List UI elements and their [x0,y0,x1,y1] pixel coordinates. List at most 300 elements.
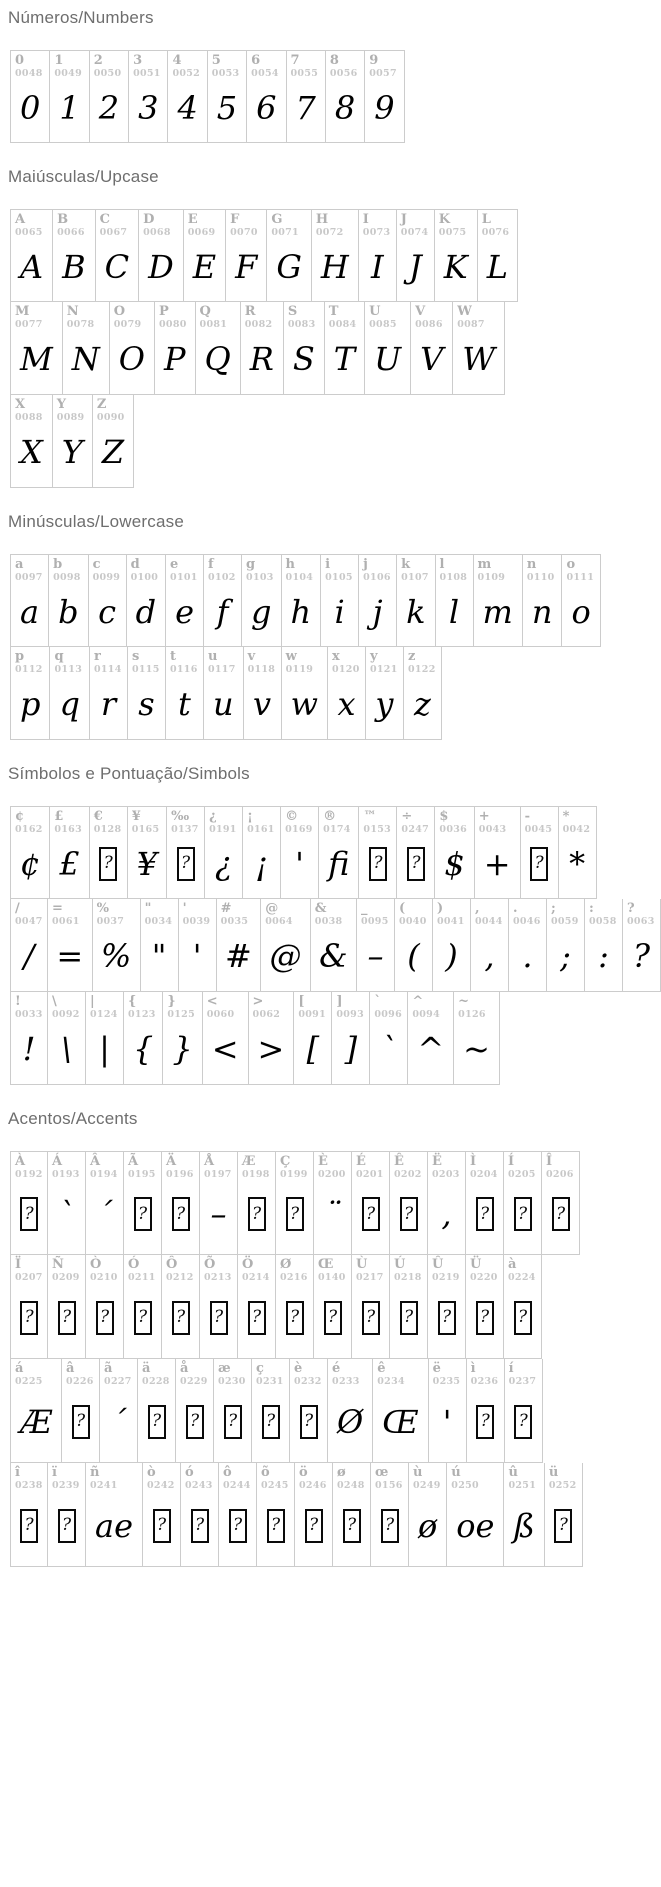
cell-character-label: ü [548,1465,559,1480]
cell-unicode-label: 0055 [290,67,319,79]
section-symbols [8,764,661,1085]
cell-header [318,1258,347,1283]
glyph-cell-0246 [295,1463,333,1567]
glyph-preview [133,79,163,135]
glyph: ´ [96,1195,113,1234]
cell-character-label: ê [377,1361,386,1376]
glyph-cell-0059 [547,899,585,992]
missing-glyph-box: ? [438,1301,456,1335]
cell-unicode-label: 0074 [400,226,429,238]
glyph-preview [208,675,239,732]
cell-unicode-label: 0087 [457,318,485,330]
glyph-preview [15,79,45,135]
glyph-cell-0087 [453,302,505,395]
cell-header [271,213,307,238]
glyph-preview [316,238,354,294]
cell-header [361,902,390,927]
glyph-cell-0162 [10,806,50,899]
section-title-lowercase: Minúsculas/Lowercase [8,512,184,531]
glyph-cell-0211 [124,1255,162,1359]
cell-unicode-label: 0046 [512,915,541,927]
cell-header [413,1466,442,1491]
glyph: fi [328,844,350,883]
cell-unicode-label: 0125 [167,1008,195,1020]
cell-header [90,1258,119,1283]
glyph-cell-0200 [314,1151,352,1255]
glyph: ¥ [136,844,158,883]
glyph: x [337,685,356,724]
section-uppercase [8,167,661,488]
cell-character-label: Õ [204,1257,216,1272]
cell-header [471,1362,500,1387]
glyph-preview [285,835,314,891]
cell-header [90,1466,138,1491]
cell-header [286,650,323,675]
cell-unicode-label: 0092 [52,1008,80,1020]
cell-unicode-label: 0207 [15,1271,43,1283]
cell-header [15,558,44,583]
missing-glyph-box: ? [148,1405,166,1439]
cell-header [114,305,150,330]
cell-character-label: 1 [54,53,64,68]
glyph-cell-0084 [325,302,365,395]
cell-header [363,558,392,583]
cell-unicode-label: 0096 [374,1008,402,1020]
cell-unicode-label: 0062 [252,1008,281,1020]
glyph-preview [370,675,399,732]
glyph: ` [380,1030,397,1069]
cell-unicode-label: 0071 [271,226,299,238]
cell-unicode-label: 0162 [15,823,43,835]
cell-character-label: E [187,212,198,227]
glyph: \ [61,1030,72,1069]
cell-header [432,1155,461,1180]
glyph-cell-0197 [200,1151,238,1255]
glyph-preview [166,1283,195,1351]
cell-character-label: w [285,649,297,664]
cell-header [439,213,473,238]
glyph: % [100,937,132,976]
glyph-cell-0234 [373,1359,428,1463]
glyph: ' [295,844,304,883]
cell-character-label: Ø [280,1257,292,1272]
glyph-cell-0071 [267,209,312,302]
cell-character-label: O [113,304,126,319]
cell-character-label: n [526,557,537,572]
glyph-preview [413,1491,442,1559]
missing-glyph-box: ? [99,847,117,881]
cell-unicode-label: 0251 [508,1479,537,1491]
glyph: n [531,592,553,631]
missing-glyph-box: ? [134,1197,152,1231]
cell-header [54,810,84,835]
cell-character-label: } [167,994,176,1009]
glyph-preview [265,927,306,984]
cell-header [128,1155,157,1180]
cell-unicode-label: 0075 [438,226,467,238]
glyph-cell-0117 [204,647,244,740]
cell-header [200,305,236,330]
cell-unicode-label: 0156 [375,1479,403,1491]
cell-character-label: k [401,557,411,572]
glyph-cell-0082 [241,302,284,395]
glyph-cell-0120 [328,647,366,740]
cell-header [451,1466,499,1491]
cell-header [128,1258,157,1283]
cell-character-label: Ò [90,1257,102,1272]
glyph-cell-0083 [284,302,325,395]
glyph-cell-0053 [208,50,247,143]
cell-unicode-label: 0057 [369,67,397,79]
cell-character-label: ñ [90,1465,100,1480]
glyph-cell-0098 [49,554,88,647]
glyph-preview [248,675,277,732]
glyph: { [133,1030,154,1069]
glyph-cell-0090 [93,395,134,488]
glyph-preview [318,1283,347,1351]
cell-header [298,995,327,1020]
cell-header [15,1155,43,1180]
cell-header [167,995,197,1020]
glyph-cell-0161 [243,806,281,899]
glyph-preview [330,79,360,135]
cell-character-label: x [331,649,340,664]
cell-character-label: œ [375,1465,389,1480]
cell-character-label: ‰ [171,809,190,824]
glyph-preview [315,927,352,984]
cell-character-label: 6 [251,53,261,68]
glyph-cell-0201 [352,1151,390,1255]
cell-unicode-label: 0066 [57,226,85,238]
cell-unicode-label: 0042 [562,823,591,835]
glyph-cell-0044 [471,899,509,992]
cell-character-label: R [244,304,256,319]
cell-header [370,650,399,675]
glyph-row [10,554,661,647]
cell-header [97,398,129,423]
glyph-grid-lowercase [10,554,661,740]
glyph-cell-0101 [166,554,204,647]
cell-unicode-label: 0196 [166,1168,194,1180]
glyph: O [118,340,145,379]
glyph-preview [94,675,123,732]
glyph-cell-0137 [167,806,205,899]
glyph-cell-0212 [162,1255,200,1359]
cell-character-label: Q [199,304,211,319]
glyph: I [370,247,384,286]
glyph-cell-0061 [48,899,93,992]
cell-header [159,305,191,330]
cell-unicode-label: 0089 [56,411,85,423]
glyph: Q [204,340,231,379]
glyph-cell-0174 [319,806,359,899]
cell-character-label: ú [451,1465,461,1480]
cell-header [242,1258,271,1283]
cell-header [336,995,365,1020]
cell-unicode-label: 0054 [251,67,279,79]
glyph: ¢ [20,844,41,883]
glyph-preview [479,835,516,891]
cell-unicode-label: 0079 [113,318,142,330]
glyph-preview [401,583,430,639]
glyph: ] [344,1030,358,1069]
glyph-preview [247,835,276,891]
cell-unicode-label: 0225 [15,1375,43,1387]
glyph-cell-0128 [90,806,128,899]
cell-character-label: q [54,649,64,664]
glyph-preview [170,675,199,732]
glyph: y [375,685,394,724]
cell-character-label: É [356,1154,366,1169]
glyph-preview [356,1283,385,1351]
cell-header [549,1466,578,1491]
glyph: r [100,685,117,724]
glyph-cell-0067 [96,209,139,302]
glyph-row [10,1255,661,1359]
glyph-preview [142,1387,171,1455]
cell-header [369,54,399,79]
cell-unicode-label: 0052 [172,67,201,79]
glyph: u [212,685,234,724]
glyph-cell-0126 [454,992,500,1085]
glyph-cell-0247 [397,806,435,899]
cell-header [147,1466,176,1491]
cell-character-label: = [52,901,63,916]
glyph-cell-0100 [127,554,166,647]
glyph-preview [369,79,399,135]
glyph-preview [437,927,466,984]
cell-unicode-label: 0248 [337,1479,365,1491]
glyph-cell-0068 [139,209,184,302]
glyph-row [10,1359,661,1463]
glyph-cell-0233 [328,1359,373,1463]
glyph-cell-0106 [359,554,397,647]
glyph-cell-0056 [326,50,365,143]
glyph-cell-0238 [10,1463,48,1567]
cell-character-label: ; [550,901,556,916]
cell-unicode-label: 0197 [204,1168,232,1180]
glyph-preview [256,1387,285,1455]
glyph-preview [204,1180,233,1247]
glyph-cell-0075 [435,209,478,302]
glyph-preview [128,1020,158,1077]
cell-header [245,305,279,330]
cell-unicode-label: 0033 [15,1008,43,1020]
glyph: Y [61,433,83,472]
glyph-cell-0192 [10,1151,48,1255]
cell-header [15,650,45,675]
glyph-cell-0038 [311,899,357,992]
cell-header [291,54,321,79]
cell-header [265,902,306,927]
cell-character-label: e [170,557,179,572]
glyph-cell-0093 [332,992,370,1085]
glyph-cell-0099 [89,554,127,647]
cell-unicode-label: 0112 [15,663,43,675]
section-title-numbers: Números/Numbers [8,8,154,27]
cell-unicode-label: 0238 [15,1479,43,1491]
glyph-preview [221,927,257,984]
glyph-preview [374,1020,403,1077]
glyph-preview [332,675,361,732]
missing-glyph-box: ? [20,1509,38,1543]
cell-character-label: ` [374,994,381,1009]
cell-header [212,54,242,79]
cell-character-label: + [478,809,490,824]
glyph-preview [230,238,262,294]
glyph-preview [90,1180,119,1247]
cell-character-label: Ã [128,1154,139,1169]
glyph-cell-0089 [53,395,93,488]
glyph-preview [412,1020,449,1077]
glyph: i [334,592,345,631]
missing-glyph-box: ? [286,1301,304,1335]
glyph-cell-0042 [559,806,597,899]
glyph-preview [566,583,595,639]
missing-glyph-box: ? [552,1197,570,1231]
cell-character-label: M [15,304,30,319]
cell-character-label: ' [182,901,187,916]
cell-unicode-label: 0059 [550,915,579,927]
cell-header [15,213,48,238]
glyph: 4 [177,88,198,127]
glyph: [ [306,1030,320,1069]
glyph-cell-0163 [50,806,89,899]
cell-header [221,902,257,927]
cell-header [627,902,656,927]
glyph-cell-0081 [196,302,241,395]
glyph-preview [298,1020,327,1077]
glyph-preview [508,1283,537,1351]
cell-header [508,1155,537,1180]
glyph: $ [444,844,465,883]
cell-unicode-label: 0169 [285,823,313,835]
glyph: q [59,685,80,724]
glyph: S [292,340,315,379]
glyph-preview [57,238,91,294]
glyph-cell-0114 [90,647,128,740]
cell-unicode-label: 0109 [477,571,506,583]
cell-header [286,558,317,583]
cell-unicode-label: 0064 [265,915,293,927]
glyph-cell-0214 [238,1255,276,1359]
cell-character-label: Ï [15,1257,22,1272]
glyph-cell-0110 [523,554,563,647]
missing-glyph-box: ? [407,847,425,881]
glyph-cell-0225 [10,1359,62,1463]
glyph-cell-0250 [447,1463,504,1567]
glyph-preview [15,423,48,480]
glyph-cell-0237 [505,1359,543,1463]
glyph-cell-0248 [333,1463,371,1567]
glyph-preview [143,238,179,294]
glyph: – [367,937,384,976]
cell-character-label: Â [90,1154,101,1169]
glyph-preview [218,1387,247,1455]
missing-glyph-box: ? [476,1301,494,1335]
cell-character-label: 8 [329,53,339,68]
cell-unicode-label: 0200 [318,1168,346,1180]
glyph: 5 [216,88,238,127]
cell-unicode-label: 0246 [299,1479,327,1491]
glyph-cell-0226 [62,1359,100,1463]
glyph-preview [401,835,430,891]
cell-header [52,902,88,927]
cell-character-label: í [508,1361,514,1376]
glyph-preview [15,583,44,639]
glyph-preview [97,423,129,480]
cell-header [90,1155,119,1180]
missing-glyph-box: ? [20,1301,38,1335]
missing-glyph-box: ? [476,1405,494,1439]
cell-character-label: é [332,1361,341,1376]
glyph-preview [408,675,437,732]
cell-header [318,1155,347,1180]
glyph: E [192,247,217,286]
cell-unicode-label: 0219 [432,1271,460,1283]
glyph: p [20,685,41,724]
glyph-cell-0124 [86,992,124,1085]
glyph-preview [172,79,202,135]
glyph-preview [325,583,354,639]
glyph: / [23,937,35,976]
glyph-preview [508,1491,539,1559]
cell-character-label: û [508,1465,518,1480]
cell-unicode-label: 0039 [182,915,211,927]
cell-character-label: Ê [394,1154,404,1169]
glyph-cell-0066 [53,209,96,302]
cell-unicode-label: 0069 [187,226,216,238]
cell-unicode-label: 0241 [90,1479,118,1491]
glyph-grid-accents [10,1151,661,1567]
cell-character-label: ô [223,1465,232,1480]
cell-header [525,810,554,835]
cell-header [180,1362,209,1387]
cell-unicode-label: 0218 [394,1271,422,1283]
glyph-cell-0121 [366,647,404,740]
cell-unicode-label: 0106 [363,571,391,583]
glyph: , [484,937,495,976]
glyph-row [10,1463,661,1567]
cell-header [166,1155,195,1180]
glyph-preview [100,238,134,294]
cell-unicode-label: 0095 [360,915,389,927]
cell-header [479,810,516,835]
glyph: e [175,592,195,631]
glyph-preview [549,1491,578,1559]
cell-header [315,902,352,927]
glyph-cell-0107 [397,554,435,647]
cell-header [142,1362,171,1387]
glyph-cell-0057 [365,50,404,143]
cell-header [316,213,354,238]
cell-header [330,54,360,79]
cell-unicode-label: 0247 [401,823,430,835]
glyph: F [235,247,258,286]
cell-unicode-label: 0201 [356,1168,384,1180]
cell-header [415,305,448,330]
cell-unicode-label: 0102 [208,571,236,583]
missing-glyph-box: ? [400,1301,418,1335]
cell-header [433,1362,462,1387]
missing-glyph-box: ? [343,1509,361,1543]
cell-header [57,213,91,238]
glyph: h [290,592,312,631]
glyph: D [148,247,174,286]
cell-header [412,995,449,1020]
glyph-cell-0088 [10,395,53,488]
cell-unicode-label: 0084 [328,318,357,330]
